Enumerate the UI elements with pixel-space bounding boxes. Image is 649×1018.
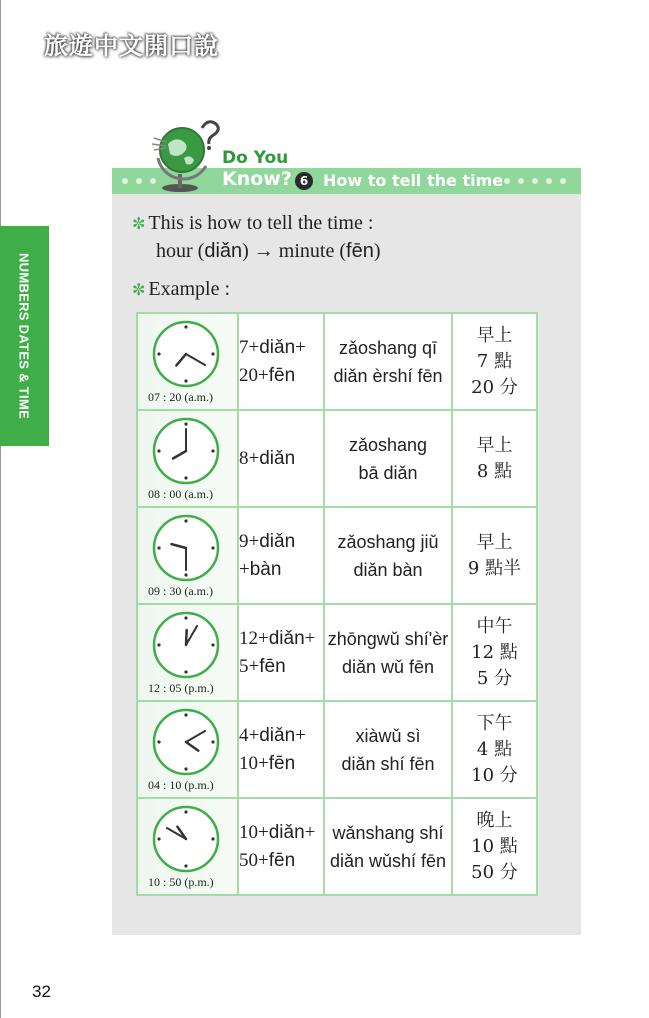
time-label: 12 : 05 (p.m.) [148, 681, 214, 695]
formula-line [239, 819, 323, 847]
clock-icon [150, 609, 222, 681]
formula-line [239, 625, 323, 653]
hanzi-cell [452, 507, 537, 604]
intro-suffix: ) [373, 240, 381, 262]
leaf-bullet-icon: ✼ [132, 282, 146, 299]
formula-line [239, 847, 323, 875]
hanzi-line: 5 分 [476, 667, 513, 689]
table-row [137, 313, 537, 410]
formula-minutes: + [239, 558, 250, 580]
formula-dian: diǎn [268, 627, 305, 649]
book-title: 旅遊中文開口說 [44, 32, 219, 60]
hanzi-line: 4 點 [476, 738, 513, 760]
time-label: 07 : 20 (a.m.) [148, 390, 213, 404]
tip-number-badge: 6 [295, 172, 313, 190]
formula-line [239, 722, 323, 750]
hanzi-line: 下午 [476, 712, 513, 734]
section-tab-label: NUMBERS DATES & TIME [16, 252, 32, 420]
band-dot [122, 178, 128, 184]
globe-question-icon [150, 118, 230, 194]
page-edge-rule [0, 0, 1, 1018]
intro-fen: fēn [346, 240, 374, 262]
formula-line [239, 445, 323, 473]
clock-icon [150, 706, 222, 778]
formula-unit: fēn [268, 849, 296, 871]
formula-unit: fēn [259, 655, 286, 677]
example-line [132, 278, 230, 301]
formula-line [239, 362, 323, 390]
formula-line [239, 528, 323, 556]
pinyin-line: wǎnshang shí [332, 822, 444, 843]
clock-cell [137, 604, 238, 701]
formula-cell [238, 604, 324, 701]
formula-minutes: 10+ [239, 752, 269, 774]
formula-line [239, 750, 323, 778]
table-row [137, 701, 537, 798]
do-you-label: Do You [222, 148, 289, 168]
intro-line-1 [132, 212, 373, 235]
formula-unit: fēn [268, 752, 296, 774]
formula-unit: fēn [268, 364, 296, 386]
table-row [137, 410, 537, 507]
pinyin-cell [324, 313, 452, 410]
pinyin-line: diǎn shí fēn [341, 753, 435, 774]
clock-icon [150, 512, 222, 584]
hanzi-line: 早上 [476, 324, 513, 346]
know-label: Know? [222, 168, 292, 190]
pinyin-line: xiàwǔ sì [355, 725, 421, 746]
formula-line [239, 556, 323, 584]
example-label: Example : [148, 278, 231, 300]
pinyin-line: zǎoshang [348, 434, 428, 455]
pinyin-cell [324, 701, 452, 798]
intro-line-2 [156, 240, 381, 263]
formula-number: 8+ [239, 447, 260, 469]
pinyin-cell [324, 798, 452, 895]
formula-plus: + [295, 724, 306, 746]
band-dot [532, 178, 538, 184]
pinyin-line: diǎn wǔ fēn [341, 656, 435, 677]
formula-dian: diǎn [259, 447, 296, 469]
formula-plus: + [295, 336, 306, 358]
time-label: 08 : 00 (a.m.) [148, 487, 213, 501]
clock-icon [150, 803, 222, 875]
formula-number: 10+ [239, 821, 269, 843]
hanzi-cell [452, 604, 537, 701]
hanzi-line: 9 點半 [467, 557, 522, 579]
formula-cell [238, 410, 324, 507]
band-dot [136, 178, 142, 184]
clock-cell [137, 410, 238, 507]
pinyin-cell [324, 507, 452, 604]
pinyin-cell [324, 410, 452, 507]
clock-cell [137, 798, 238, 895]
hanzi-cell [452, 410, 537, 507]
hanzi-line: 7 點 [476, 350, 513, 372]
formula-minutes: 5+ [239, 655, 260, 677]
hanzi-line: 中午 [476, 615, 513, 637]
formula-minutes: 20+ [239, 364, 269, 386]
section-tab [0, 226, 49, 446]
band-dot [560, 178, 566, 184]
formula-line [239, 334, 323, 362]
hanzi-cell [452, 313, 537, 410]
table-row [137, 798, 537, 895]
band-dot [504, 178, 510, 184]
pinyin-line: zhōngwǔ shí'èr [327, 628, 449, 649]
table-row [137, 507, 537, 604]
intro-prefix: hour ( [156, 240, 205, 262]
pinyin-line: zǎoshang qī [338, 337, 438, 358]
hanzi-cell [452, 798, 537, 895]
box-subtitle: How to tell the time [323, 171, 504, 190]
formula-cell [238, 507, 324, 604]
pinyin-line: diǎn èrshí fēn [333, 365, 443, 386]
pinyin-line: zǎoshang jiǔ [337, 531, 439, 552]
formula-dian: diǎn [259, 724, 296, 746]
formula-line [239, 653, 323, 681]
hanzi-line: 10 分 [471, 764, 518, 786]
pinyin-line: diǎn wǔshí fēn [329, 850, 447, 871]
formula-cell [238, 701, 324, 798]
time-label: 09 : 30 (a.m.) [148, 584, 213, 598]
formula-number: 9+ [239, 530, 260, 552]
hanzi-cell [452, 701, 537, 798]
clock-icon [150, 318, 222, 390]
formula-minutes: 50+ [239, 849, 269, 871]
pinyin-cell [324, 604, 452, 701]
leaf-bullet-icon: ✼ [132, 216, 146, 233]
formula-plus: + [304, 821, 316, 843]
clock-cell [137, 313, 238, 410]
hanzi-line: 12 點 [471, 641, 518, 663]
page-number: 32 [32, 982, 51, 1001]
clock-cell [137, 507, 238, 604]
formula-dian: diǎn [268, 821, 305, 843]
hanzi-line: 8 點 [476, 460, 513, 482]
hanzi-line: 早上 [476, 531, 513, 553]
table-row [137, 604, 537, 701]
pinyin-line: bā diǎn [358, 462, 418, 483]
formula-dian: diǎn [259, 530, 296, 552]
intro-text-1: This is how to tell the time : [148, 212, 374, 234]
hanzi-line: 20 分 [471, 376, 518, 398]
time-label: 10 : 50 (p.m.) [148, 875, 214, 889]
band-dot [546, 178, 552, 184]
formula-number: 7+ [239, 336, 260, 358]
formula-cell [238, 313, 324, 410]
hanzi-line: 早上 [476, 434, 513, 456]
clock-icon [150, 415, 222, 487]
formula-plus: + [304, 627, 316, 649]
pinyin-line: diǎn bàn [353, 559, 423, 580]
hanzi-line: 晚上 [476, 809, 513, 831]
intro-middle: ) → minute ( [242, 240, 347, 262]
band-dot [518, 178, 524, 184]
time-examples-table [136, 312, 538, 896]
formula-number: 12+ [239, 627, 269, 649]
hanzi-line: 10 點 [471, 835, 518, 857]
hanzi-line: 50 分 [471, 861, 518, 883]
time-label: 04 : 10 (p.m.) [148, 778, 214, 792]
intro-dian: diǎn [204, 240, 243, 262]
clock-cell [137, 701, 238, 798]
formula-unit: bàn [249, 558, 282, 580]
formula-number: 4+ [239, 724, 260, 746]
formula-cell [238, 798, 324, 895]
formula-dian: diǎn [259, 336, 296, 358]
